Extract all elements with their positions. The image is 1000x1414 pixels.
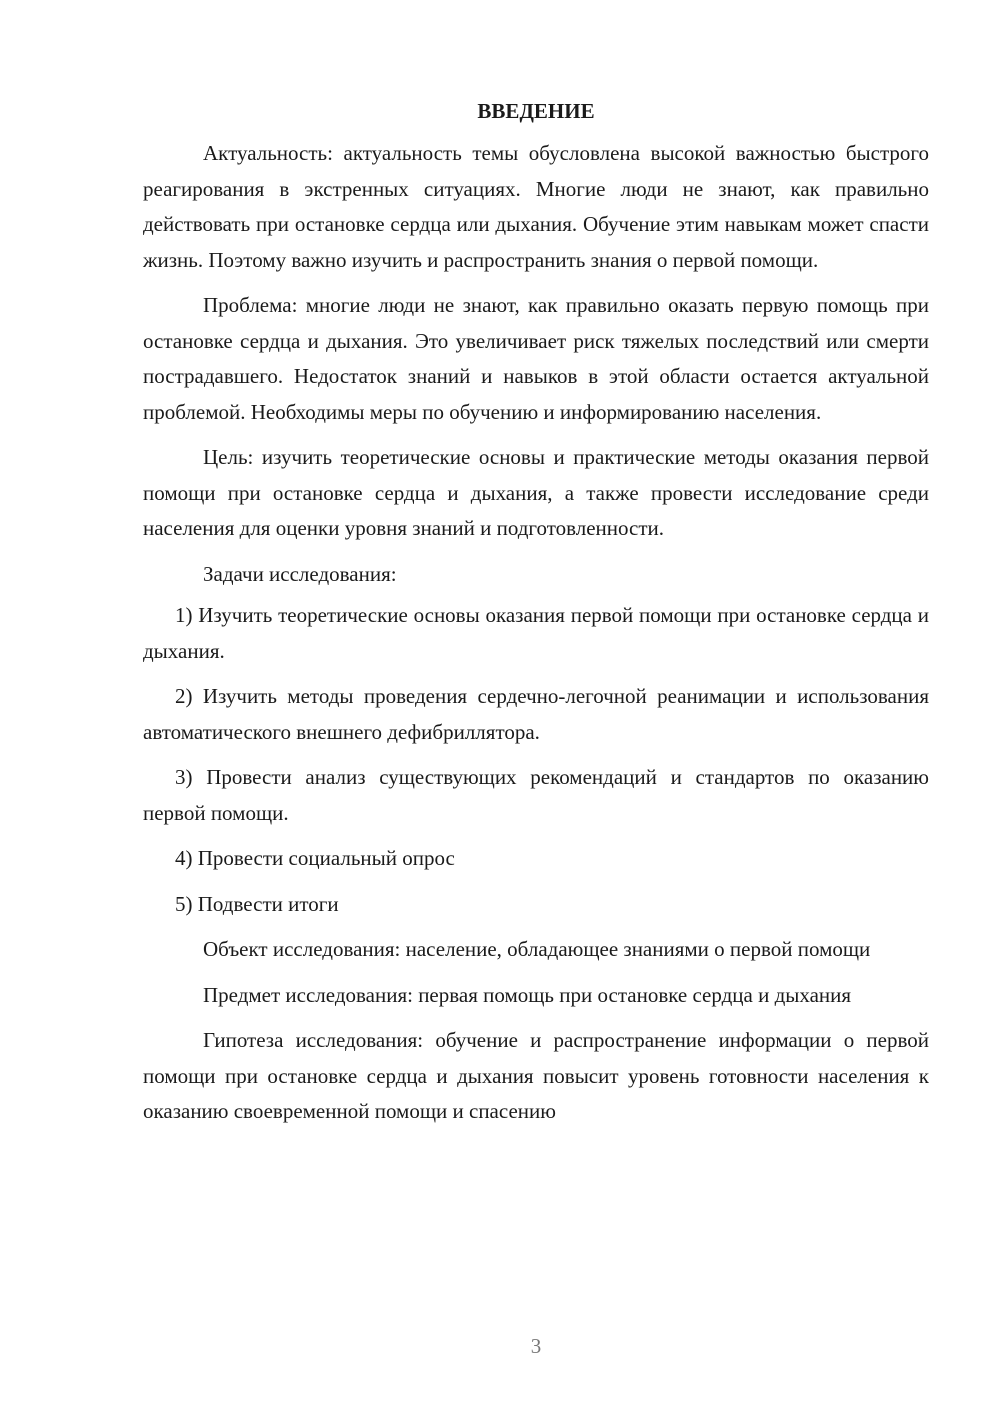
task-item: 3) Провести анализ существующих рекомендаций и стандартов по оказанию первой помощи. [143, 765, 929, 825]
goal-paragraph: Цель: изучить теоретические основы и практические методы оказания первой помощи при остановке сердца и дыхания, а также провести исследование среди населения для оценки уровня знаний и подготовленности. [143, 445, 929, 540]
task-item: 1) Изучить теоретические основы оказания первой помощи при остановке сердца и дыхания. [143, 603, 929, 663]
task-item: 5) Подвести итоги [175, 891, 339, 916]
problem-paragraph: Проблема: многие люди не знают, как правильно оказать первую помощь при остановке сердца и дыхания. Это увеличивает риск тяжелых последствий или смерти пострадавшего. Недостаток знаний и навыков в этой области остается актуальной проблемой. Необходимы меры по обучению и информированию населения. [143, 293, 929, 424]
document-page [143, 96, 929, 1140]
task-item: 2) Изучить методы проведения сердечно-легочной реанимации и использования автоматического внешнего дефибриллятора. [143, 684, 929, 744]
tasks-title: Задачи исследования: [203, 561, 397, 586]
page-heading: ВВЕДЕНИЕ [477, 99, 595, 123]
object-paragraph: Объект исследования: население, обладающее знаниями о первой помощи [203, 937, 871, 961]
tasks-list [143, 598, 929, 922]
subject-paragraph: Предмет исследования: первая помощь при остановке сердца и дыхания [203, 982, 852, 1007]
relevance-paragraph: Актуальность: актуальность темы обусловлена высокой важностью быстрого реагирования в экстренных ситуациях. Многие люди не знают, как правильно действовать при остановке сердца или дыхания. Обучение этим навыкам может спасти жизнь. Поэтому важно изучить и распространить знания о первой помощи. [143, 141, 929, 272]
task-item: 4) Провести социальный опрос [175, 846, 455, 870]
page-number: 3 [530, 1334, 542, 1358]
hypothesis-paragraph: Гипотеза исследования: обучение и распространение информации о первой помощи при остановке сердца и дыхания повысит уровень готовности населения к оказанию своевременной помощи и спасению [143, 1028, 929, 1123]
